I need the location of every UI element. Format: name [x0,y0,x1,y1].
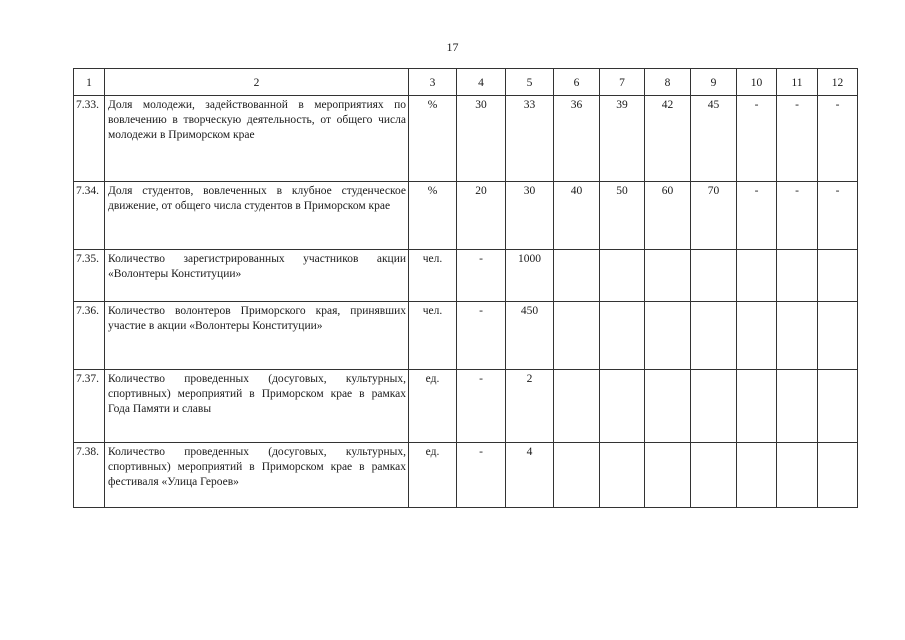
indicator-description: Количество зарегистрированных участников акции «Волонтеры Конституции» [105,250,409,302]
header-cell: 2 [105,69,409,96]
unit-cell: чел. [409,250,457,302]
value-cell: 42 [645,96,691,182]
unit-cell: % [409,96,457,182]
row-number: 7.33. [74,96,105,182]
value-cell: 60 [645,182,691,250]
indicator-description: Количество проведенных (досуговых, культурных, спортивных) мероприятий в Приморском крае в рамках фестиваля «Улица Героев» [105,443,409,508]
value-cell [737,302,777,370]
value-cell: 40 [554,182,600,250]
value-cell [554,370,600,443]
value-cell [691,370,737,443]
indicator-description: Количество волонтеров Приморского края, принявших участие в акции «Волонтеры Конституции» [105,302,409,370]
value-cell [777,302,818,370]
value-cell [554,302,600,370]
value-cell: - [737,182,777,250]
value-cell [777,443,818,508]
value-cell [818,250,858,302]
value-cell: 1000 [506,250,554,302]
header-cell: 10 [737,69,777,96]
value-cell [691,250,737,302]
page-number: 17 [446,40,459,54]
table-row [74,96,858,182]
header-cell: 5 [506,69,554,96]
value-cell: 4 [506,443,554,508]
value-cell: - [818,96,858,182]
value-cell [737,370,777,443]
value-cell: 30 [506,182,554,250]
value-cell: 30 [457,96,506,182]
value-cell [600,302,645,370]
value-cell: - [457,250,506,302]
header-cell: 8 [645,69,691,96]
header-cell: 7 [600,69,645,96]
header-cell: 3 [409,69,457,96]
value-cell [645,443,691,508]
value-cell [691,443,737,508]
value-cell [818,443,858,508]
value-cell [818,370,858,443]
value-cell: 2 [506,370,554,443]
value-cell: - [737,96,777,182]
header-cell: 9 [691,69,737,96]
table-row [74,302,858,370]
value-cell [737,443,777,508]
row-number: 7.35. [74,250,105,302]
value-cell [645,250,691,302]
value-cell [818,302,858,370]
unit-cell: чел. [409,302,457,370]
value-cell: 450 [506,302,554,370]
value-cell: - [457,370,506,443]
value-cell: - [457,443,506,508]
value-cell: - [777,96,818,182]
indicators-table [73,68,858,508]
header-cell: 11 [777,69,818,96]
value-cell [554,443,600,508]
row-number: 7.34. [74,182,105,250]
header-cell: 1 [74,69,105,96]
row-number: 7.38. [74,443,105,508]
row-number: 7.37. [74,370,105,443]
indicator-description: Количество проведенных (досуговых, культурных, спортивных) мероприятий в Приморском крае в рамках Года Памяти и славы [105,370,409,443]
header-cell: 12 [818,69,858,96]
value-cell [600,250,645,302]
value-cell: 70 [691,182,737,250]
table-row [74,250,858,302]
table-header-row [74,69,858,96]
row-number: 7.36. [74,302,105,370]
value-cell [777,370,818,443]
value-cell [600,443,645,508]
unit-cell: % [409,182,457,250]
value-cell [645,370,691,443]
value-cell: - [818,182,858,250]
value-cell [645,302,691,370]
header-cell: 6 [554,69,600,96]
indicator-description: Доля молодежи, задействованной в мероприятиях по вовлечению в творческую деятельность, от общего числа молодежи в Приморском крае [105,96,409,182]
value-cell [691,302,737,370]
value-cell: - [457,302,506,370]
value-cell: 50 [600,182,645,250]
value-cell: 39 [600,96,645,182]
value-cell: - [777,182,818,250]
value-cell: 36 [554,96,600,182]
value-cell: 33 [506,96,554,182]
value-cell [554,250,600,302]
unit-cell: ед. [409,443,457,508]
value-cell: 45 [691,96,737,182]
unit-cell: ед. [409,370,457,443]
value-cell [777,250,818,302]
value-cell [600,370,645,443]
header-cell: 4 [457,69,506,96]
indicator-description: Доля студентов, вовлеченных в клубное студенческое движение, от общего числа студентов в Приморском крае [105,182,409,250]
value-cell [737,250,777,302]
table-row [74,443,858,508]
table-row [74,182,858,250]
table-row [74,370,858,443]
value-cell: 20 [457,182,506,250]
